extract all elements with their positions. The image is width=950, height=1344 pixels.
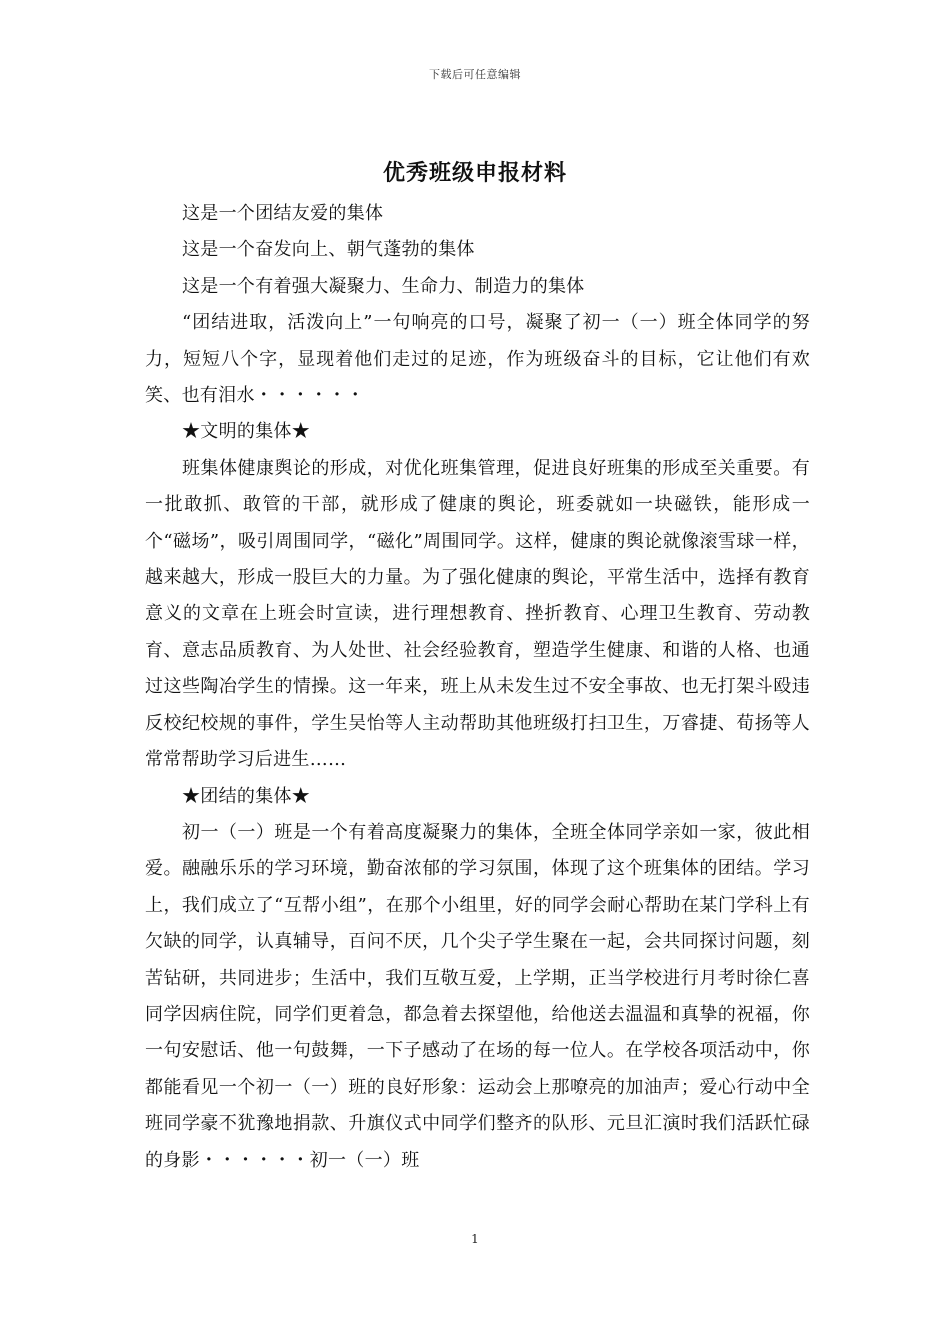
united-paragraph: 初一（一）班是一个有着高度凝聚力的集体，全班全体同学亲如一家，彼此相爱。融融乐乐的学习环境，勤奋浓郁的学习氛围，体现了这个班集体的团结。学习上，我们成立了“互帮小组”，在那个小组里，好的同学会耐心帮助在某门学科上有欠缺的同学，认真辅导，百问不厌，几个尖子学生聚在一起，会共同探讨问题，刻苦钻研，共同进步；生活中，我们互敬互爱，上学期，正当学校进行月考时徐仁喜同学因病住院，同学们更着急，都急着去探望他，给他送去温温和真挚的祝福，你一句安慰话、他一句鼓舞，一下子感动了在场的每一位人。在学校各项活动中，你都能看见一个初一（一）班的良好形象：运动会上那嘹亮的加油声；爱心行动中全班同学豪不犹豫地捐款、升旗仪式中同学们整齐的队形、元旦汇演时我们活跃忙碌的身影・・・・・・初一（一）班 bbox=[145, 821, 810, 1171]
page-number: 1 bbox=[471, 1232, 479, 1246]
intro-line-2: 这是一个奋发向上、朝气蓬勃的集体 bbox=[182, 239, 475, 261]
section-heading-civilized: ★文明的集体★ bbox=[182, 421, 311, 443]
civilized-paragraph: 班集体健康舆论的形成，对优化班集管理，促进良好班集的形成至关重要。有一批敢抓、敢管的干部，就形成了健康的舆论，班委就如一块磁铁，能形成一个“磁场”，吸引周围同学，“磁化”周围同学。这样，健康的舆论就像滚雪球一样，越来越大，形成一股巨大的力量。为了强化健康的舆论，平常生活中，选择有教育意义的文章在上班会时宣读，进行理想教育、挫折教育、心理卫生教育、劳动教育、意志品质教育、为人处世、社会经验教育，塑造学生健康、和谐的人格、也通过这些陶冶学生的情操。这一年来，班上从未发生过不安全事故、也无打架斗殴违反校纪校规的事件，学生吴怡等人主动帮助其他班级打扫卫生，万睿捷、荀扬等人常常帮助学习后进生…… bbox=[145, 457, 810, 771]
header-note: 下载后可任意编辑 bbox=[429, 68, 521, 81]
slogan-paragraph: “团结进取，活泼向上”一句响亮的口号，凝聚了初一（一）班全体同学的努力，短短八个字，显现着他们走过的足迹，作为班级奋斗的目标，它让他们有欢笑、也有泪水・・・・・・ bbox=[145, 312, 810, 407]
intro-line-1: 这是一个团结友爱的集体 bbox=[182, 203, 384, 224]
intro-line-3: 这是一个有着强大凝聚力、生命力、制造力的集体 bbox=[182, 275, 585, 297]
section-heading-united: ★团结的集体★ bbox=[182, 785, 311, 807]
document-title: 优秀班级申报材料 bbox=[382, 161, 567, 186]
body-text bbox=[145, 196, 810, 1179]
